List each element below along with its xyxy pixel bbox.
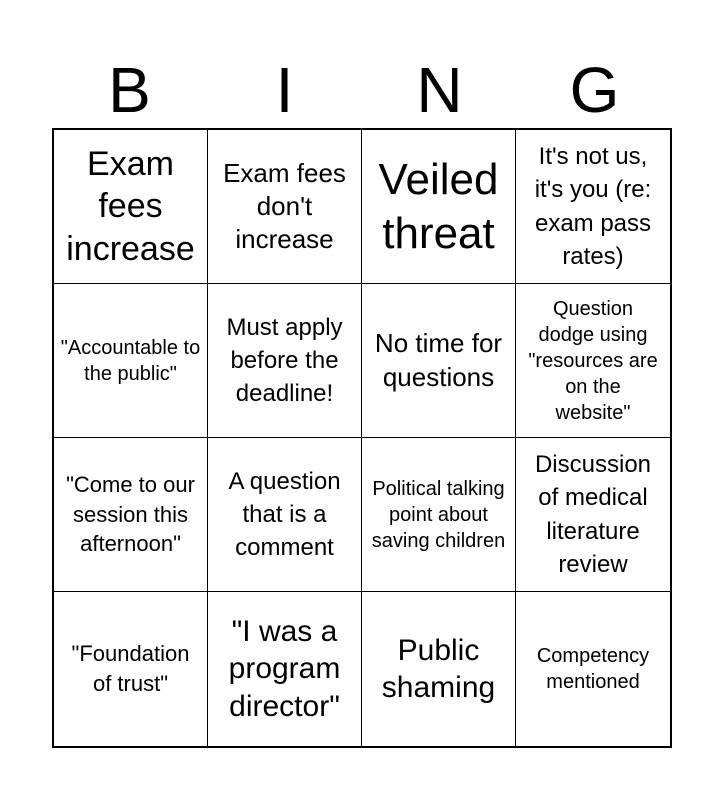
cell-text: It's not us, it's you (re: exam pass rates) (534, 143, 652, 270)
cell-text: A question that is a comment (228, 467, 341, 562)
bingo-cell[interactable] (208, 592, 362, 746)
bingo-cell[interactable] (362, 284, 516, 438)
cell-text: Exam fees increase (66, 144, 195, 268)
cell-text: Public shaming (381, 633, 496, 704)
cell-text: "I was a program director" (228, 615, 341, 723)
cell-text: Exam fees don't increase (223, 157, 346, 255)
bingo-cell[interactable] (208, 284, 362, 438)
cell-text: Political talking point about saving children (371, 477, 506, 552)
bingo-cell[interactable] (362, 592, 516, 746)
cell-text: No time for questions (374, 328, 503, 392)
header-letter-n: N (416, 54, 463, 126)
bingo-cell[interactable] (54, 438, 208, 592)
bingo-cell[interactable] (54, 130, 208, 284)
bingo-board (52, 128, 672, 748)
cell-text: "Foundation of trust" (71, 641, 190, 696)
bingo-cell[interactable] (208, 130, 362, 284)
cell-text: Competency mentioned (536, 645, 650, 693)
cell-text: Must apply before the deadline! (226, 313, 343, 408)
header-letter-i: I (275, 54, 294, 126)
cell-text: "Accountable to the public" (60, 336, 201, 385)
bingo-cell[interactable] (208, 438, 362, 592)
cell-text: Veiled threat (378, 154, 499, 258)
bingo-cell[interactable] (516, 284, 670, 438)
bingo-cell[interactable] (362, 438, 516, 592)
cell-text: Discussion of medical literature review (534, 451, 652, 578)
cell-text: "Come to our session this afternoon" (66, 471, 195, 557)
bingo-cell[interactable] (54, 284, 208, 438)
bingo-header (52, 50, 672, 130)
cell-text: Question dodge using "resources are on the website" (528, 297, 658, 424)
header-letter-g: G (569, 54, 620, 126)
bingo-cell[interactable] (54, 592, 208, 746)
bingo-cell[interactable] (516, 438, 670, 592)
bingo-cell[interactable] (516, 130, 670, 284)
bingo-cell[interactable] (516, 592, 670, 746)
bingo-cell[interactable] (362, 130, 516, 284)
header-letter-b: B (108, 54, 151, 126)
